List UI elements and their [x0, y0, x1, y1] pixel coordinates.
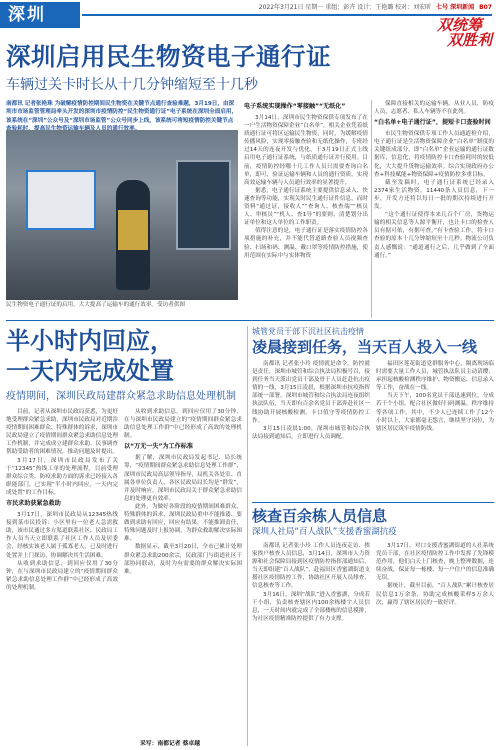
section-divider	[252, 502, 494, 503]
slogan-line-2: 双胜利	[446, 31, 492, 49]
main-subhead: 车辆过关卡时长从十几分钟缩短至十几秒	[6, 77, 258, 93]
story4-column-2	[376, 542, 494, 746]
story3-paragraph: 南都讯 记者张小玲 疫情就是命令，防控就是责任。深圳市城管和综合执法局积极号召，接到任务当天派出党员干部及骨干人员赶赴抗击疫情的一线，3月15日凌晨，根据深圳市抗疫指挥部统一部署，深圳市城管和综合执法局连夜组织执法队伍，当天即有百余名党员干部奔赴社区一线协助开展核酸检测、卡口值守等疫情防控工作。	[252, 361, 370, 424]
story2-paragraph: 3月17日，深圳市民政局发布了关于“12345”热线工单的处理流程，目前受理群众综合类、防疫求助方面的诉求已经接入各职能部门，已实现“半小时内回应，一天内完成处置”的工作目标。	[6, 457, 118, 496]
main-paragraph: “这个通行证使得本来几百个厂房，货物运输的相关信息等人源平衡开，也让卡口的检查人员有据可依，有据可查。”有卡查验工作。将卡口查验的原本十几分钟缩短至十几秒。物流公司负责人感慨说：“通道通行之后，几乎做到了全面通行。”	[374, 212, 494, 259]
story3-column-2	[376, 360, 494, 500]
story4-headline: 核查百余栋人员信息	[252, 507, 388, 525]
main-paragraph: 据悉，电子通行证系统主要提供信息录入、快速查询等功能，实现关时民生通行证件信息，而时资料“通过证，接收人”“查询人、核查端”“核员人、审核员”“机人、查1导”的要则，清楚划分出证单位和这人单位的工作职责。	[244, 187, 368, 227]
story3-headline: 凌晨接到任务，当天百人投入一线	[252, 338, 478, 356]
page-number: B07	[479, 4, 492, 11]
story3-paragraph: 当天下午，100名党员干部迅速到位，分成若干个小组，配合社区做好扫码测温、秩序维持等各项工作，其中，不少人已连续工作了12个小时以上，大家都毫无怨言，继续坚守岗位，为辖区居民筑牢疫情防线。	[376, 393, 494, 432]
story2-headline-line-2: 一天内完成处置	[6, 357, 174, 385]
story2-subhead: 疫情期间，深圳民政局建群众紧急求助信息处理机制	[6, 391, 236, 402]
story4-subhead: 深圳人社局“百人战队”支援香蜜湖抗疫	[252, 527, 397, 537]
main-paragraph: 保障直接相关的运输车辆，从业人员，防疫人员，志愿者、私人车辆等不在此列。	[374, 101, 494, 116]
story3-paragraph: 福田区莲花街道党群服务中心，隔离现场临时需要大量工作人员，城管执法队员主动请缨，承担起核酸检测秩序维护、物资搬运、信息录入等工作，奋战在一线。	[376, 361, 494, 392]
main-paragraph: 市民生物资保供专项工作人员通道检介绍，电子通行证是生活物资保障企业“白名单”制度的关键组成部分，即“白名单”企业运输的通行证数据库，信息化，将疫情防控卡口查验耗时的较低化，大大提升货物运输效率。综合实现政府办公查+科技赋能+物资保障+疫情防控多重目标。	[374, 131, 494, 178]
slogan-line-1: 双统筹	[436, 16, 482, 34]
editor-note: 七号 深圳新闻	[436, 4, 475, 11]
story2-paragraph: 从收到求助信息，到回应仅用了30分钟，在与深圳市民政局建立的“疫情期间群众紧急求助信息处理工作群”中已经形成了高效的处理机制。	[6, 560, 118, 591]
column-divider	[247, 326, 248, 746]
section-divider	[6, 320, 494, 321]
photo-sign	[26, 170, 96, 230]
story2-author: 采写：南都记者 蔡卓越	[140, 741, 200, 747]
main-column-2	[244, 100, 368, 318]
edition-info	[259, 2, 492, 11]
story2-column-2	[124, 408, 242, 736]
story2-paragraph: 3月17日，深圳市民政局从12345热线接到某市民投诉：小区里有一位老人急需救助，该市民通过多方渠道联系社区，民政局工作人员当天立即联系了社区工作人员及居委会，经核实该老人属于孤寡老人，已及时进行处置并上门探访，协调解决其生活困难。	[6, 512, 118, 559]
story2-column-1	[6, 408, 118, 746]
story4-paragraph: 南都讯 记者张小玲 工作人员连夜走访、挨家挨户核查人员信息，3月14日，深圳市人力资源和社会保障局接到区疫情防控指挥部通知后，当天即组建“百人战队”，赴福田区香蜜湖街道支援社区疫情防控工作，协助社区开展人员排查、信息核查等工作。	[252, 543, 370, 590]
main-headline: 深圳启用民生物资电子通行证	[6, 42, 331, 71]
main-paragraph: 3月14日，深圳市民生物资保供专项发布了在一户生活物资保障企业“白名单”，相关企业凭着纸质通行证可将区运输民生物资，同时，为缓解疫情传播风险，实现零接触查验和无纸化操作，专班经过14天的连夜开发与优化，于3月19日正式上线启用电子通行证系统，与纸质通行证并行使用。目前，疫情防控经哪十几工作人员只需要查询白名单，即可，验证运输车辆和人员的通行资质，实现高效运输车辆与人员通行效率的显著提升。	[244, 115, 368, 186]
section-tab: 深圳	[0, 2, 80, 28]
main-paragraph: 值得注意的是，电子通行证是落实疫情防控各项措施的补充，并不能代替道路查验人员视频查验、扫场和码、测温、戴口罩等疫情防控措施，使用范围在实际中与实体物资	[244, 228, 368, 259]
story3-column-1	[252, 360, 370, 500]
story2-headline-line-1: 半小时内回应，	[6, 327, 174, 355]
main-column-3	[374, 100, 494, 318]
story2-paragraph: 数据显示，截至3月20日，全市已累计处理群众紧急求助200余宗，民政部门与街道社区干部协同联动，及时为有需要的群众解决实际困难。	[124, 544, 242, 575]
story2-paragraph: 目前，记者从深圳市民政局获悉，为更好地受理群众紧急求助，深圳市民政局对近期涉疫情期间困难群众、特殊群体的诉求，深圳市民政局建立了疫情期间群众紧急求助信息处理工作机制，并完成成立建群众求助、民事调查帮助受助者的困难情况，推动问题及时提出。	[6, 409, 118, 456]
story2-paragraph: 此外，为做好各阶段的疫情期间困难群众、特殊群体的诉求，深圳民政局重申不能推诿、要做到求助有回应，回应有结果，不能推卸责任，特殊问题及时上报协调，为群众救助解决实际困难。	[124, 503, 242, 543]
main-paragraph: 截至发稿时，电子通行证系统已经录入2374家生活物资，11440条人员信息，下一步，开发方还将以每日一批的期次持续进行开发。	[374, 179, 494, 211]
edition-text: 2022年3月21日 星期一 重组：彭卉 设计：王艳璐 校对：刘宏昕	[258, 4, 432, 11]
news-photo	[6, 130, 238, 300]
story3-paragraph: 3月15日凌晨1:00，深圳市城管和综合执法局接到通知后，立即进行人员调配。	[252, 425, 370, 440]
photo-screen	[176, 160, 231, 250]
story2-paragraph: 据了解，深圳市民政局发起书记、局长统筹，“疫情期间群众紧急求助信息处理工作群”，深圳市民政局高层领导指导，局机关各处室、直属各单位负责人、各区民政局局长均是“群发”，并及时响应，深圳市民政局关于群众紧急求助信息的处理更有效率。	[124, 455, 242, 502]
masthead-rule	[82, 14, 492, 16]
main-minihead-1: 电子系统实现操作“零接触”“无纸化”	[244, 103, 346, 110]
main-lead: 南都讯 记者张艳珠 为破解疫情防控期间民生物资在关键节点通行查验难题，3月19日，由深圳市市场监管管理局牵头开发的深圳市疫情防控“民生物资通行证”电子系统在深圳全面启用，该系统在“深圳”公众号及“深圳市场监管”公众号同步上线，该系统可将短疫情防控关键节点	[6, 101, 238, 124]
story2-paragraph: 从收到求助信息，到回应仅用了30分钟，在与深圳市民政局建立的“疫情期间群众紧急求助信息处理工作群”中已经形成了高效的处理机制。	[124, 409, 242, 440]
column-divider	[371, 100, 372, 318]
masthead	[0, 0, 500, 49]
story4-paragraph: 3月16日，深圳“战队”进入香蜜湖，分成若干小组，负责核查辖区内100余栋楼宇人员信息，一天时间内就完成了全部楼栋的信息摸排，为社区疫情精准防控提供了有力支撑。	[252, 591, 370, 622]
photo-vest	[118, 210, 148, 250]
main-minihead-2: “白名单+电子通行证”，提短卡口查验时间	[374, 119, 491, 127]
story2-minihead-2: 以“万无一失”为工作标准	[124, 443, 193, 451]
photo-caption: 民生物资电子通行证的启用，大大提高了运输车的通行效率。受访者供图	[6, 302, 186, 308]
story4-paragraph: 据统计，截至目前，“百人战队”累计核查居民信息1万余条，协助完成核酸采样5万余人次，赢得了辖区居民的一致好评。	[376, 583, 494, 606]
story4-column-1	[252, 542, 370, 746]
story3-kicker: 城管党员干部下沉社区抗击疫情	[252, 327, 364, 336]
story4-paragraph: 3月17日，对口支援香蜜湖街道的人社系统党员干部，在社区疫情防控工作中发挥了先锋模范作用，他们白天上门核查，晚上整理数据，连续奋战，保证每一栋楼、每一户住户的信息准确无误。	[376, 543, 494, 582]
story2-minihead-1: 市民求助获紧急救助	[6, 500, 61, 508]
